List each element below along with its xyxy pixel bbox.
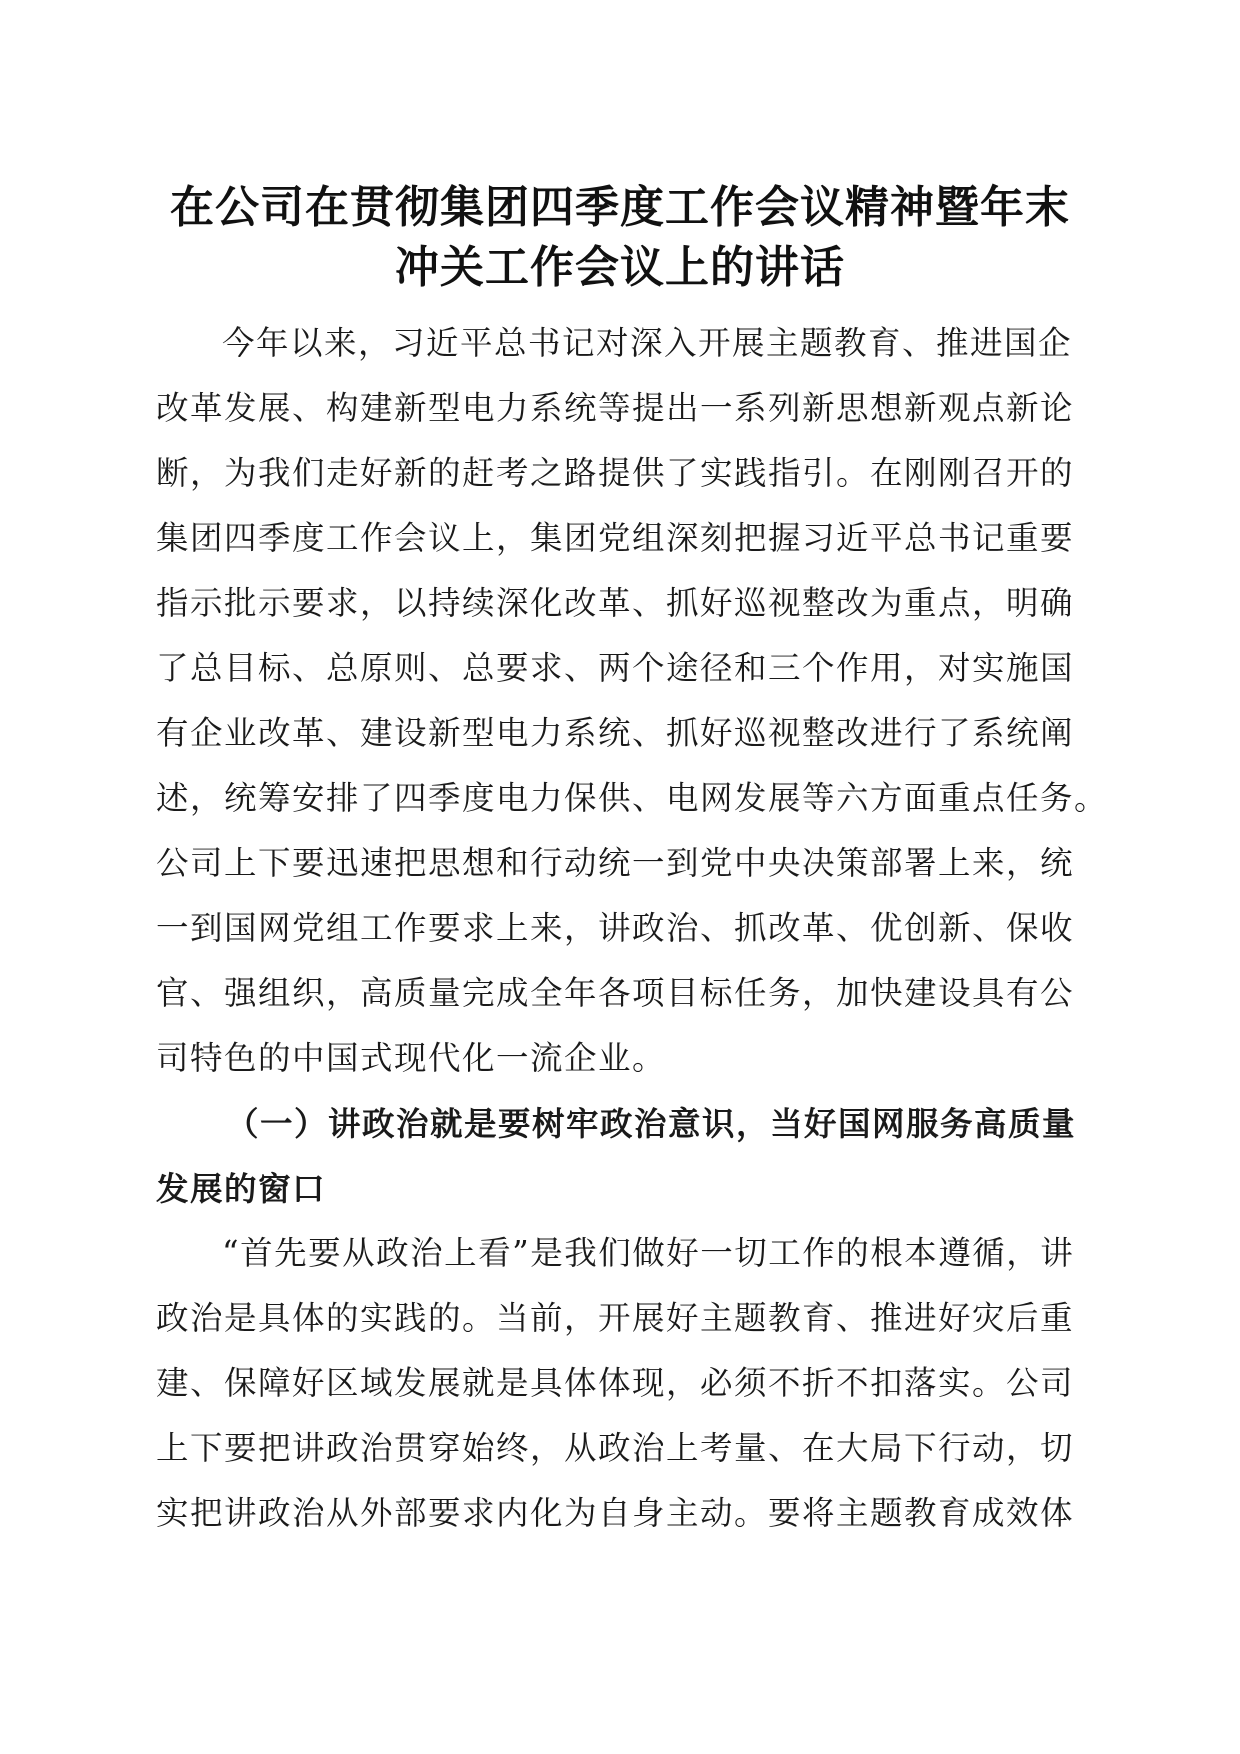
paragraph-line: 了总目标、总原则、总要求、两个途径和三个作用，对实施国 <box>156 649 1075 687</box>
paragraph-line: 有企业改革、建设新型电力系统、抓好巡视整改进行了系统阐 <box>156 714 1075 752</box>
heading-line: 发展的窗口 <box>156 1169 327 1208</box>
paragraph-line: 政治是具体的实践的。当前，开展好主题教育、推进好灾后重 <box>156 1299 1075 1337</box>
paragraph-line: 建、保障好区域发展就是具体体现，必须不折不扣落实。公司 <box>156 1364 1075 1402</box>
paragraph-line: 上下要把讲政治贯穿始终，从政治上考量、在大局下行动，切 <box>156 1429 1075 1467</box>
paragraph-line: 一到国网党组工作要求上来，讲政治、抓改革、优创新、保收 <box>156 909 1075 947</box>
title-line: 在公司在贯彻集团四季度工作会议精神暨年末 <box>170 182 1070 233</box>
paragraph-line: 集团四季度工作会议上，集团党组深刻把握习近平总书记重要 <box>156 519 1075 557</box>
section-heading <box>156 1091 1084 1221</box>
paragraph-line: 实把讲政治从外部要求内化为自身主动。要将主题教育成效体 <box>156 1494 1075 1532</box>
title-line: 冲关工作会议上的讲话 <box>395 242 845 293</box>
paragraph-line: 指示批示要求，以持续深化改革、抓好巡视整改为重点，明确 <box>156 584 1075 622</box>
paragraph-line: 今年以来，习近平总书记对深入开展主题教育、推进国企 <box>222 324 1073 362</box>
paragraph-line: 官、强组织，高质量完成全年各项目标任务，加快建设具有公 <box>156 974 1075 1012</box>
paragraph-line: 述，统筹安排了四季度电力保供、电网发展等六方面重点任务。 <box>156 779 1109 817</box>
heading-line: （一）讲政治就是要树牢政治意识，当好国网服务高质量 <box>226 1104 1077 1143</box>
document-title <box>140 178 1100 298</box>
paragraph-line: 断，为我们走好新的赶考之路提供了实践指引。在刚刚召开的 <box>156 454 1075 492</box>
section-paragraph <box>156 1221 1084 1546</box>
intro-paragraph <box>156 311 1109 1091</box>
paragraph-line: 公司上下要迅速把思想和行动统一到党中央决策部署上来，统 <box>156 844 1075 882</box>
paragraph-line: 改革发展、构建新型电力系统等提出一系列新思想新观点新论 <box>156 389 1075 427</box>
paragraph-line: 司特色的中国式现代化一流企业。 <box>156 1039 667 1077</box>
paragraph-line: “首先要从政治上看”是我们做好一切工作的根本遵循，讲 <box>222 1234 1075 1272</box>
